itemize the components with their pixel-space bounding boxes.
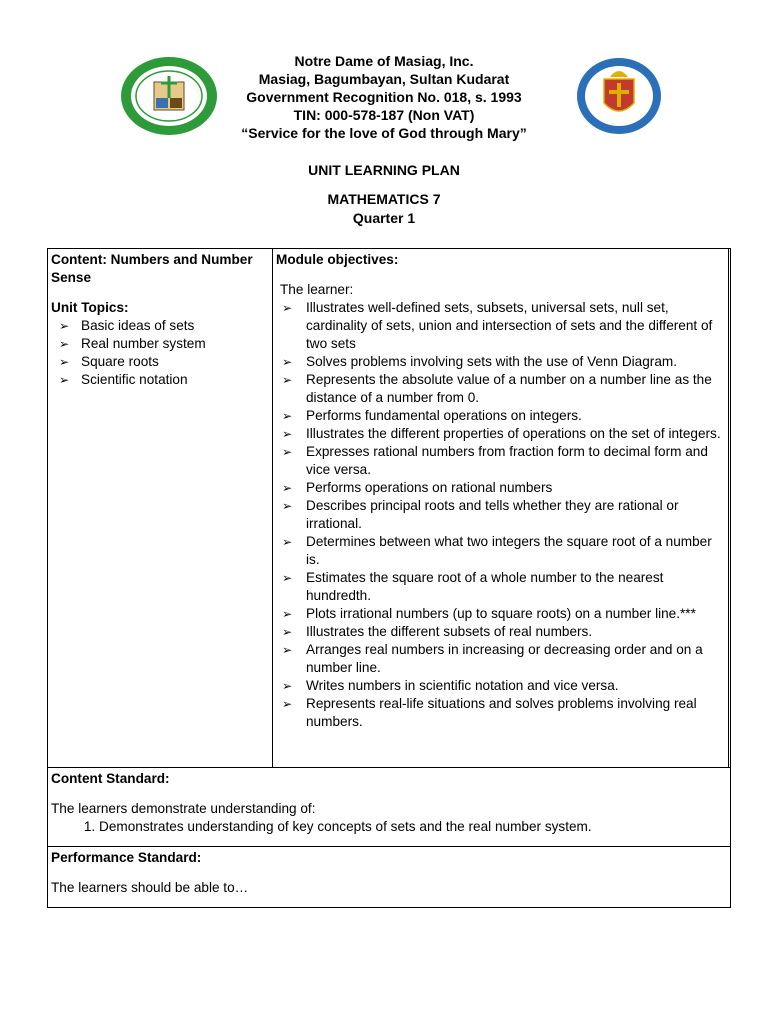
list-item: ➢ Estimates the square root of a whole number to the nearest hundredth. bbox=[282, 570, 664, 603]
arrow-bullet-icon: ➢ bbox=[282, 373, 293, 387]
list-item: ➢ Square roots bbox=[59, 354, 159, 369]
list-item: ➢ Real number system bbox=[59, 336, 206, 351]
list-item: 1. Demonstrates understanding of key concepts of sets and the real number system. bbox=[99, 818, 727, 836]
list-item: ➢ Plots irrational numbers (up to square roots) on a number line.*** bbox=[282, 606, 696, 621]
content-standard-list bbox=[51, 818, 727, 836]
list-item: ➢ Basic ideas of sets bbox=[59, 318, 195, 333]
list-item: ➢ Illustrates well-defined sets, subsets, universal sets, null set, cardinality of sets, union and intersection of sets and the different of two sets bbox=[282, 300, 713, 351]
content-label: Content: Numbers and Number Sense bbox=[51, 252, 253, 285]
arrow-bullet-icon: ➢ bbox=[282, 607, 293, 621]
performance-standard-label: Performance Standard: bbox=[51, 850, 202, 865]
content-row bbox=[48, 249, 731, 768]
school-header bbox=[0, 52, 768, 142]
school-name: Notre Dame of Masiag, Inc. bbox=[294, 53, 474, 69]
arrow-bullet-icon: ➢ bbox=[282, 571, 293, 585]
objectives-list bbox=[276, 299, 727, 731]
learning-plan-table bbox=[47, 248, 731, 908]
list-item: ➢ Illustrates the different properties of operations on the set of integers. bbox=[282, 426, 721, 441]
content-cell bbox=[48, 249, 273, 768]
arrow-bullet-icon: ➢ bbox=[282, 301, 293, 315]
list-item: ➢ Performs operations on rational numbers bbox=[282, 480, 553, 495]
objectives-label: Module objectives: bbox=[276, 252, 399, 267]
arrow-bullet-icon: ➢ bbox=[282, 481, 293, 495]
government-recognition: Government Recognition No. 018, s. 1993 bbox=[246, 89, 522, 105]
arrow-bullet-icon: ➢ bbox=[282, 697, 293, 711]
table-double-border bbox=[728, 248, 729, 768]
school-address: Masiag, Bagumbayan, Sultan Kudarat bbox=[258, 71, 510, 87]
quarter-title: Quarter 1 bbox=[352, 210, 416, 226]
arrow-bullet-icon: ➢ bbox=[59, 319, 70, 333]
unit-topics-label: Unit Topics: bbox=[51, 300, 129, 315]
arrow-bullet-icon: ➢ bbox=[282, 499, 293, 513]
arrow-bullet-icon: ➢ bbox=[59, 337, 70, 351]
arrow-bullet-icon: ➢ bbox=[282, 355, 293, 369]
plan-title: UNIT LEARNING PLAN bbox=[308, 162, 460, 178]
performance-standard-cell bbox=[48, 847, 731, 908]
list-item: ➢ Arranges real numbers in increasing or decreasing order and on a number line. bbox=[282, 642, 703, 675]
list-item: ➢ Illustrates the different subsets of real numbers. bbox=[282, 624, 593, 639]
list-item: ➢ Performs fundamental operations on integers. bbox=[282, 408, 582, 423]
list-item: ➢ Scientific notation bbox=[59, 372, 188, 387]
list-item: ➢ Represents the absolute value of a number on a number line as the distance of a number from 0. bbox=[282, 372, 712, 405]
list-item: ➢ Determines between what two integers the square root of a number is. bbox=[282, 534, 712, 567]
performance-standard-text: The learners should be able to… bbox=[51, 880, 249, 895]
arrow-bullet-icon: ➢ bbox=[282, 679, 293, 693]
arrow-bullet-icon: ➢ bbox=[282, 445, 293, 459]
arrow-bullet-icon: ➢ bbox=[282, 643, 293, 657]
subject-title: MATHEMATICS 7 bbox=[327, 191, 441, 207]
arrow-bullet-icon: ➢ bbox=[59, 373, 70, 387]
performance-standard-row bbox=[48, 847, 731, 908]
objectives-cell bbox=[273, 249, 731, 768]
school-motto: “Service for the love of God through Mary” bbox=[241, 125, 527, 141]
content-standard-intro: The learners demonstrate understanding of: bbox=[51, 801, 316, 816]
list-item: ➢ Solves problems involving sets with the use of Venn Diagram. bbox=[282, 354, 677, 369]
arrow-bullet-icon: ➢ bbox=[59, 355, 70, 369]
arrow-bullet-icon: ➢ bbox=[282, 409, 293, 423]
tin-number: TIN: 000-578-187 (Non VAT) bbox=[293, 107, 475, 123]
list-item: ➢ Represents real-life situations and solves problems involving real numbers. bbox=[282, 696, 697, 729]
list-item: ➢ Expresses rational numbers from fraction form to decimal form and vice versa. bbox=[282, 444, 708, 477]
content-standard-row bbox=[48, 768, 731, 847]
unit-topics-list bbox=[51, 317, 269, 389]
objectives-intro: The learner: bbox=[280, 282, 354, 297]
arrow-bullet-icon: ➢ bbox=[282, 427, 293, 441]
list-item: ➢ Writes numbers in scientific notation and vice versa. bbox=[282, 678, 619, 693]
content-standard-cell bbox=[48, 768, 731, 847]
arrow-bullet-icon: ➢ bbox=[282, 625, 293, 639]
arrow-bullet-icon: ➢ bbox=[282, 535, 293, 549]
list-item: ➢ Describes principal roots and tells whether they are rational or irrational. bbox=[282, 498, 679, 531]
content-standard-label: Content Standard: bbox=[51, 771, 170, 786]
